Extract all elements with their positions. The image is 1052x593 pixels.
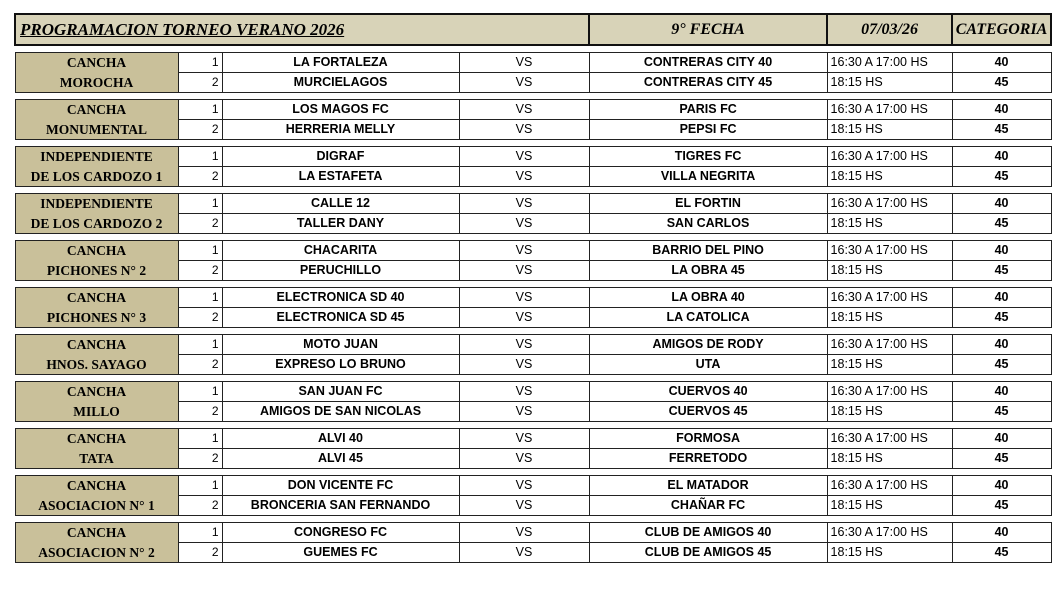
match-row (15, 523, 1051, 543)
tournament-title: PROGRAMACION TORNEO VERANO 2026 (15, 14, 589, 45)
match-number: 1 (178, 194, 222, 214)
away-team: EL FORTIN (589, 194, 827, 214)
match-category: 40 (952, 147, 1051, 167)
away-team: EL MATADOR (589, 476, 827, 496)
home-team: GUEMES FC (222, 543, 459, 563)
match-time: 16:30 A 17:00 HS (827, 476, 952, 496)
match-time: 16:30 A 17:00 HS (827, 194, 952, 214)
vs-label: VS (459, 449, 589, 469)
match-category: 45 (952, 73, 1051, 93)
match-row (15, 288, 1051, 308)
match-category: 45 (952, 355, 1051, 375)
match-time: 18:15 HS (827, 261, 952, 281)
block-spacer (15, 93, 1051, 100)
spacer-cell (15, 93, 1051, 100)
away-team: CHAÑAR FC (589, 496, 827, 516)
match-number: 1 (178, 53, 222, 73)
match-number: 1 (178, 288, 222, 308)
header-row (15, 14, 1051, 45)
match-time: 18:15 HS (827, 543, 952, 563)
venue-name: CANCHA (15, 241, 178, 261)
home-team: HERRERIA MELLY (222, 120, 459, 140)
home-team: ELECTRONICA SD 40 (222, 288, 459, 308)
match-number: 2 (178, 402, 222, 422)
vs-label: VS (459, 335, 589, 355)
match-category: 40 (952, 288, 1051, 308)
match-time: 18:15 HS (827, 214, 952, 234)
date-label: 07/03/26 (827, 14, 952, 45)
match-time: 18:15 HS (827, 449, 952, 469)
venue-name: CANCHA (15, 382, 178, 402)
match-time: 16:30 A 17:00 HS (827, 241, 952, 261)
vs-label: VS (459, 523, 589, 543)
fecha-label: 9° FECHA (589, 14, 827, 45)
venue-name: ASOCIACION N° 1 (15, 496, 178, 516)
venue-name: PICHONES N° 2 (15, 261, 178, 281)
match-row (15, 382, 1051, 402)
away-team: CONTRERAS CITY 40 (589, 53, 827, 73)
spacer-cell (15, 140, 1051, 147)
categoria-header: CATEGORIA (952, 14, 1051, 45)
match-category: 45 (952, 308, 1051, 328)
match-row (15, 241, 1051, 261)
vs-label: VS (459, 100, 589, 120)
venue-name: INDEPENDIENTE (15, 194, 178, 214)
match-category: 45 (952, 214, 1051, 234)
vs-label: VS (459, 120, 589, 140)
match-row (15, 355, 1051, 375)
home-team: PERUCHILLO (222, 261, 459, 281)
home-team: DIGRAF (222, 147, 459, 167)
match-time: 16:30 A 17:00 HS (827, 523, 952, 543)
vs-label: VS (459, 382, 589, 402)
match-category: 45 (952, 402, 1051, 422)
venue-name: CANCHA (15, 523, 178, 543)
match-row (15, 308, 1051, 328)
match-number: 2 (178, 214, 222, 234)
home-team: CHACARITA (222, 241, 459, 261)
venue-name: CANCHA (15, 335, 178, 355)
venue-name: ASOCIACION N° 2 (15, 543, 178, 563)
match-number: 1 (178, 523, 222, 543)
match-time: 16:30 A 17:00 HS (827, 429, 952, 449)
away-team: CUERVOS 45 (589, 402, 827, 422)
venue-name: PICHONES N° 3 (15, 308, 178, 328)
away-team: CONTRERAS CITY 45 (589, 73, 827, 93)
match-row (15, 496, 1051, 516)
match-category: 45 (952, 496, 1051, 516)
match-number: 2 (178, 120, 222, 140)
vs-label: VS (459, 261, 589, 281)
away-team: LA CATOLICA (589, 308, 827, 328)
match-row (15, 214, 1051, 234)
spacer-cell (15, 375, 1051, 382)
match-category: 45 (952, 120, 1051, 140)
vs-label: VS (459, 402, 589, 422)
vs-label: VS (459, 194, 589, 214)
match-number: 1 (178, 335, 222, 355)
match-time: 18:15 HS (827, 496, 952, 516)
home-team: CALLE 12 (222, 194, 459, 214)
match-time: 16:30 A 17:00 HS (827, 288, 952, 308)
vs-label: VS (459, 147, 589, 167)
match-category: 40 (952, 100, 1051, 120)
match-number: 1 (178, 429, 222, 449)
vs-label: VS (459, 241, 589, 261)
away-team: FERRETODO (589, 449, 827, 469)
match-time: 18:15 HS (827, 73, 952, 93)
venue-name: HNOS. SAYAGO (15, 355, 178, 375)
match-time: 16:30 A 17:00 HS (827, 147, 952, 167)
away-team: SAN CARLOS (589, 214, 827, 234)
block-spacer (15, 45, 1051, 53)
away-team: AMIGOS DE RODY (589, 335, 827, 355)
match-row (15, 167, 1051, 187)
block-spacer (15, 469, 1051, 476)
match-category: 40 (952, 382, 1051, 402)
match-row (15, 402, 1051, 422)
match-category: 40 (952, 53, 1051, 73)
schedule-sheet (14, 13, 1048, 563)
home-team: LOS MAGOS FC (222, 100, 459, 120)
venue-name: TATA (15, 449, 178, 469)
match-row (15, 147, 1051, 167)
match-category: 45 (952, 261, 1051, 281)
home-team: BRONCERIA SAN FERNANDO (222, 496, 459, 516)
spacer-cell (15, 422, 1051, 429)
venue-name: MONUMENTAL (15, 120, 178, 140)
match-category: 45 (952, 449, 1051, 469)
away-team: TIGRES FC (589, 147, 827, 167)
match-time: 16:30 A 17:00 HS (827, 382, 952, 402)
away-team: LA OBRA 45 (589, 261, 827, 281)
match-category: 40 (952, 476, 1051, 496)
block-spacer (15, 422, 1051, 429)
home-team: LA ESTAFETA (222, 167, 459, 187)
match-number: 2 (178, 355, 222, 375)
spacer-cell (15, 281, 1051, 288)
vs-label: VS (459, 429, 589, 449)
home-team: EXPRESO LO BRUNO (222, 355, 459, 375)
match-number: 2 (178, 496, 222, 516)
spacer-cell (15, 45, 1051, 53)
vs-label: VS (459, 476, 589, 496)
home-team: ALVI 40 (222, 429, 459, 449)
schedule-table (14, 13, 1052, 563)
match-time: 18:15 HS (827, 167, 952, 187)
away-team: LA OBRA 40 (589, 288, 827, 308)
away-team: PARIS FC (589, 100, 827, 120)
block-spacer (15, 375, 1051, 382)
venue-name: MOROCHA (15, 73, 178, 93)
match-row (15, 100, 1051, 120)
vs-label: VS (459, 167, 589, 187)
away-team: PEPSI FC (589, 120, 827, 140)
match-number: 2 (178, 261, 222, 281)
home-team: SAN JUAN FC (222, 382, 459, 402)
match-row (15, 543, 1051, 563)
match-number: 1 (178, 476, 222, 496)
match-row (15, 476, 1051, 496)
spacer-cell (15, 187, 1051, 194)
away-team: CUERVOS 40 (589, 382, 827, 402)
block-spacer (15, 281, 1051, 288)
match-time: 18:15 HS (827, 355, 952, 375)
away-team: CLUB DE AMIGOS 40 (589, 523, 827, 543)
match-category: 45 (952, 167, 1051, 187)
match-number: 2 (178, 73, 222, 93)
match-category: 45 (952, 543, 1051, 563)
home-team: DON VICENTE FC (222, 476, 459, 496)
vs-label: VS (459, 288, 589, 308)
home-team: MOTO JUAN (222, 335, 459, 355)
vs-label: VS (459, 214, 589, 234)
home-team: AMIGOS DE SAN NICOLAS (222, 402, 459, 422)
match-time: 18:15 HS (827, 402, 952, 422)
away-team: VILLA NEGRITA (589, 167, 827, 187)
match-category: 40 (952, 241, 1051, 261)
block-spacer (15, 234, 1051, 241)
home-team: CONGRESO FC (222, 523, 459, 543)
venue-name: DE LOS CARDOZO 1 (15, 167, 178, 187)
vs-label: VS (459, 73, 589, 93)
match-time: 16:30 A 17:00 HS (827, 100, 952, 120)
block-spacer (15, 187, 1051, 194)
match-row (15, 53, 1051, 73)
match-number: 2 (178, 543, 222, 563)
match-row (15, 335, 1051, 355)
match-row (15, 73, 1051, 93)
venue-name: MILLO (15, 402, 178, 422)
match-row (15, 261, 1051, 281)
match-number: 1 (178, 147, 222, 167)
home-team: ALVI 45 (222, 449, 459, 469)
match-category: 40 (952, 335, 1051, 355)
away-team: FORMOSA (589, 429, 827, 449)
match-row (15, 449, 1051, 469)
spacer-cell (15, 328, 1051, 335)
match-number: 2 (178, 167, 222, 187)
match-row (15, 429, 1051, 449)
vs-label: VS (459, 496, 589, 516)
home-team: MURCIELAGOS (222, 73, 459, 93)
block-spacer (15, 140, 1051, 147)
match-time: 18:15 HS (827, 120, 952, 140)
match-time: 18:15 HS (827, 308, 952, 328)
venue-name: CANCHA (15, 100, 178, 120)
match-category: 40 (952, 194, 1051, 214)
away-team: CLUB DE AMIGOS 45 (589, 543, 827, 563)
home-team: LA FORTALEZA (222, 53, 459, 73)
home-team: TALLER DANY (222, 214, 459, 234)
block-spacer (15, 328, 1051, 335)
match-number: 1 (178, 241, 222, 261)
match-category: 40 (952, 523, 1051, 543)
spacer-cell (15, 516, 1051, 523)
match-category: 40 (952, 429, 1051, 449)
vs-label: VS (459, 53, 589, 73)
vs-label: VS (459, 355, 589, 375)
venue-name: CANCHA (15, 53, 178, 73)
venue-name: INDEPENDIENTE (15, 147, 178, 167)
match-number: 1 (178, 382, 222, 402)
match-number: 1 (178, 100, 222, 120)
spacer-cell (15, 469, 1051, 476)
home-team: ELECTRONICA SD 45 (222, 308, 459, 328)
match-row (15, 120, 1051, 140)
venue-name: CANCHA (15, 429, 178, 449)
match-number: 2 (178, 449, 222, 469)
away-team: UTA (589, 355, 827, 375)
venue-name: CANCHA (15, 288, 178, 308)
match-row (15, 194, 1051, 214)
match-time: 16:30 A 17:00 HS (827, 335, 952, 355)
venue-name: DE LOS CARDOZO 2 (15, 214, 178, 234)
spacer-cell (15, 234, 1051, 241)
vs-label: VS (459, 543, 589, 563)
block-spacer (15, 516, 1051, 523)
match-number: 2 (178, 308, 222, 328)
vs-label: VS (459, 308, 589, 328)
away-team: BARRIO DEL PINO (589, 241, 827, 261)
venue-name: CANCHA (15, 476, 178, 496)
match-time: 16:30 A 17:00 HS (827, 53, 952, 73)
